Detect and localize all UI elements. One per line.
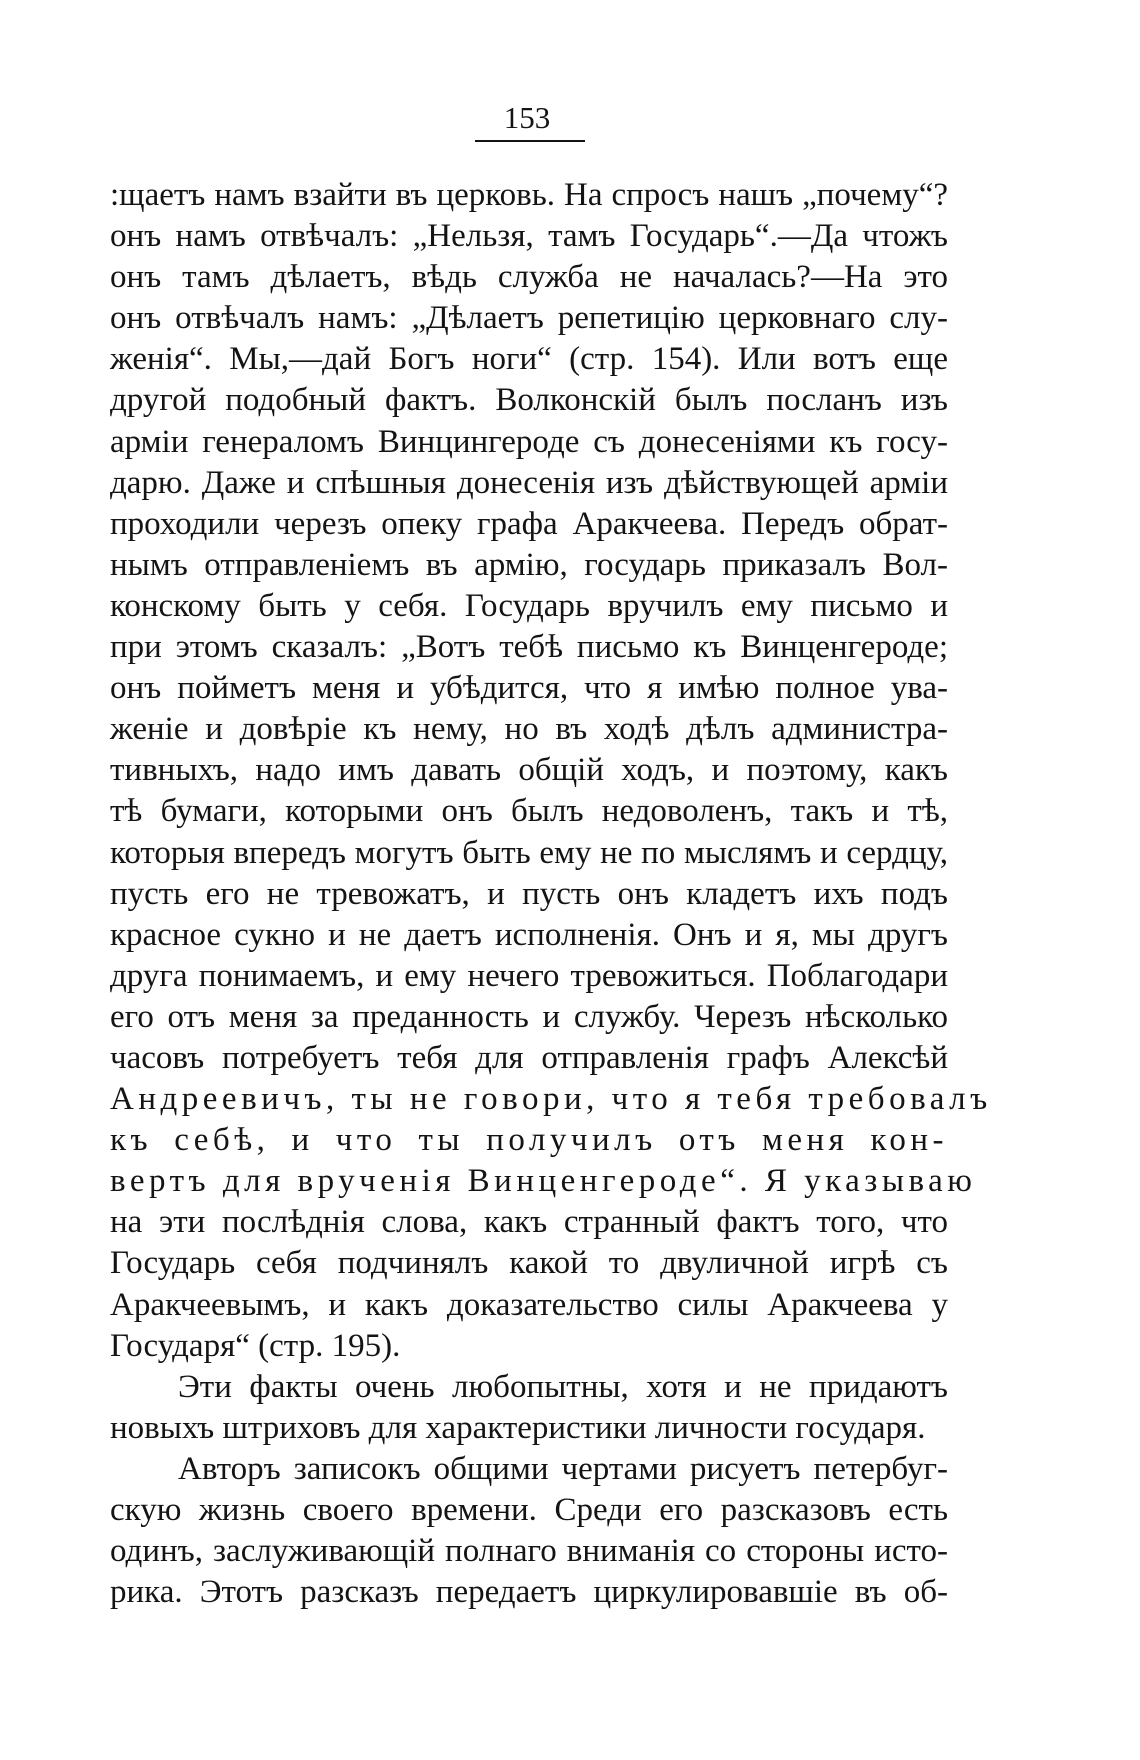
paragraph-end-line: Государя“ (стр. 195). — [110, 1327, 401, 1364]
text-line: онъ намъ отвѣчалъ: „Нельзя, тамъ Государь“.—Да чтожъ — [110, 218, 948, 255]
body-text — [110, 175, 992, 1613]
page-number: 153 — [503, 100, 551, 135]
text-line-spaced: къ себѣ, и что ты получилъ отъ меня кон- — [110, 1122, 948, 1159]
text-line: конскому быть у себя. Государь вручилъ ему письмо и — [110, 587, 948, 624]
text-line: онъ пойметъ меня и убѣдится, что я имѣю полное ува- — [110, 670, 948, 707]
paragraph-end-line: новыхъ штриховъ для характеристики личности государя. — [110, 1409, 926, 1446]
paragraph-start-line: Эти факты очень любопытны, хотя и не придаютъ — [178, 1368, 948, 1405]
text-line: проходили черезъ опеку графа Аракчеева. Передъ обрат- — [110, 505, 948, 542]
text-line-spaced: Андреевичъ, ты не говори, что я тебя требовалъ — [110, 1081, 992, 1118]
text-line: другой подобный фактъ. Волконскій былъ посланъ изъ — [110, 382, 948, 419]
text-line: красное сукно и не даетъ исполненія. Онъ и я, мы другъ — [110, 916, 948, 953]
text-line: одинъ, заслуживающій полнаго вниманія со стороны исто- — [110, 1533, 948, 1570]
text-line: рика. Этотъ разсказъ передаетъ циркулировавшіе въ об- — [110, 1574, 948, 1611]
text-line: онъ тамъ дѣлаетъ, вѣдь служба не началась?—На это — [110, 259, 948, 296]
text-line: Аракчеевымъ, и какъ доказательство силы Аракчеева у — [110, 1286, 948, 1323]
text-line: тивныхъ, надо имъ давать общій ходъ, и поэтому, какъ — [110, 752, 948, 789]
text-line: друга понимаемъ, и ему нечего тревожиться. Поблагодари — [110, 957, 948, 994]
text-line: которыя впередъ могутъ быть ему не по мыслямъ и сердцу, — [110, 834, 948, 871]
text-line: :щаетъ намъ взайти въ церковь. На спросъ нашъ „почему“? — [110, 177, 948, 213]
text-line: нымъ отправленіемъ въ армію, государь приказалъ Вол- — [110, 546, 948, 583]
text-line: тѣ бумаги, которыми онъ былъ недоволенъ, такъ и тѣ, — [110, 793, 948, 830]
text-line: женіе и довѣріе къ нему, но въ ходѣ дѣлъ администра- — [110, 711, 948, 748]
text-line: при этомъ сказалъ: „Вотъ тебѣ письмо къ Винценгероде; — [110, 629, 948, 666]
text-line: онъ отвѣчалъ намъ: „Дѣлаетъ репетицію церковнаго слу- — [110, 300, 948, 337]
text-line: дарю. Даже и спѣшныя донесенія изъ дѣйствующей арміи — [110, 464, 948, 501]
text-line: скую жизнь своего времени. Среди его разсказовъ есть — [110, 1492, 948, 1528]
text-line: арміи генераломъ Винцингероде съ донесеніями къ госу- — [110, 423, 948, 460]
text-line: его отъ меня за преданность и службу. Черезъ нѣсколько — [110, 998, 948, 1035]
text-line: на эти послѣднія слова, какъ странный фактъ того, что — [110, 1204, 948, 1241]
text-line-spaced: вертъ для врученія Винценгероде“. Я указываю — [110, 1163, 977, 1200]
paragraph-start-line: Авторъ записокъ общими чертами рисуетъ петербуг- — [178, 1450, 948, 1487]
text-line: Государь себя подчинялъ какой то двуличной игрѣ съ — [110, 1245, 948, 1282]
page-number-rule — [475, 140, 585, 142]
text-line: часовъ потребуетъ тебя для отправленія графъ Алексѣй — [110, 1039, 948, 1076]
text-line: пусть его не тревожатъ, и пусть онъ кладетъ ихъ подъ — [110, 875, 948, 912]
text-line: женія“. Мы,—дай Богъ ноги“ (стр. 154). Или вотъ еще — [110, 341, 948, 378]
